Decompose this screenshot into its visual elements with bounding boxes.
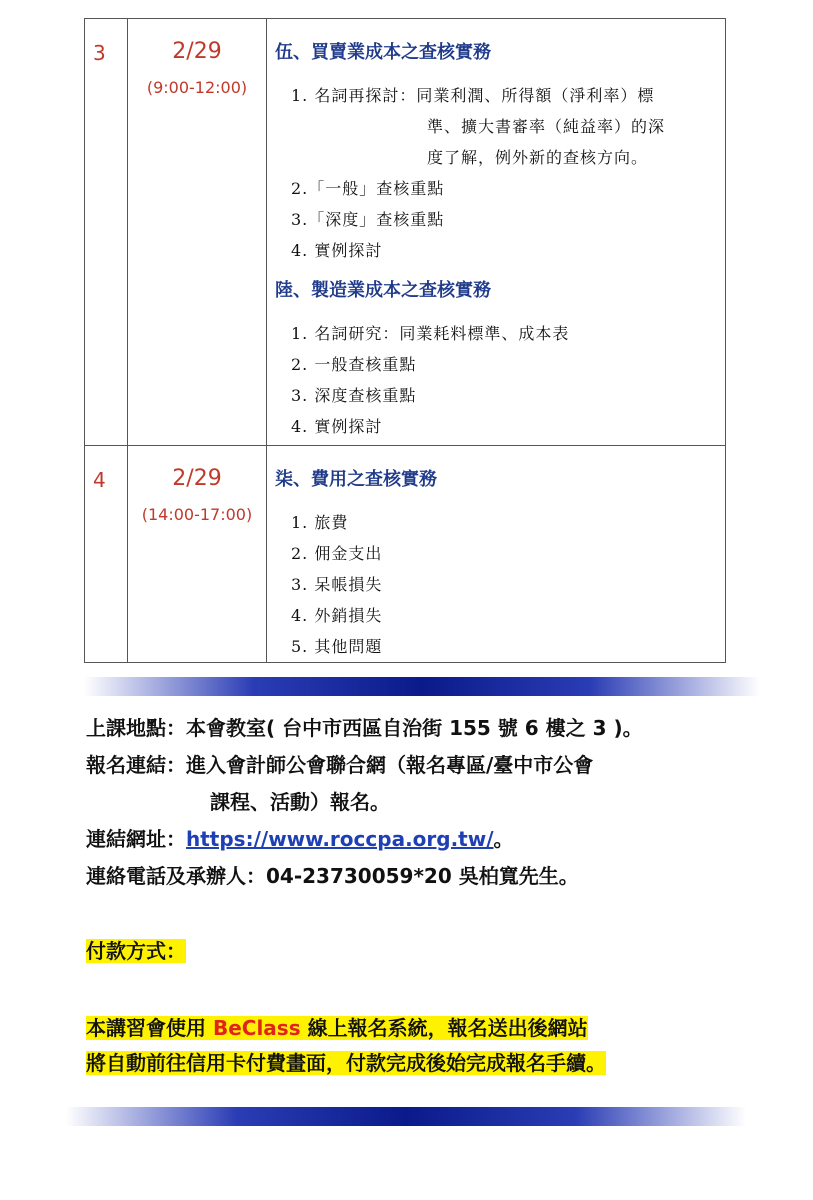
section-title: 陸、製造業成本之查核實務 xyxy=(275,280,491,301)
contact-line: 連絡電話及承辦人：04-23730059*20 吳柏寬先生。 xyxy=(86,864,579,888)
session-time: (9:00-12:00) xyxy=(146,78,248,97)
url-line xyxy=(86,823,514,852)
registration-line-1: 報名連結：進入會計師公會聯合網（報名專區/臺中市公會 xyxy=(86,753,594,777)
payment-text-b: 線上報名系統，報名送出後網站 xyxy=(300,1016,588,1040)
registration-line-2: 課程、活動）報名。 xyxy=(210,790,390,814)
list-item: 4. 外銷損失 xyxy=(291,606,383,625)
payment-heading-text: 付款方式： xyxy=(86,939,186,963)
list-item: 5. 其他問題 xyxy=(291,637,383,656)
session-number: 3 xyxy=(93,41,106,65)
session-date: 2/29 xyxy=(172,466,222,491)
section-title: 柒、費用之查核實務 xyxy=(275,469,437,490)
list-item: 2.「一般」查核重點 xyxy=(291,179,445,198)
payment-text-line2: 將自動前往信用卡付費畫面，付款完成後始完成報名手續。 xyxy=(86,1051,606,1075)
list-item: 1. 名詞研究：同業耗料標準、成本表 xyxy=(291,324,570,343)
session-number: 4 xyxy=(93,468,106,492)
list-item: 4. 實例探討 xyxy=(291,417,383,436)
list-item: 1. 旅費 xyxy=(291,513,349,532)
table-row xyxy=(85,19,726,446)
session-date-cell xyxy=(128,446,267,663)
session-number-cell xyxy=(85,19,128,446)
url-label: 連結網址： xyxy=(86,827,186,851)
website-link[interactable]: https://www.roccpa.org.tw/ xyxy=(186,827,494,851)
section-title: 伍、買賣業成本之查核實務 xyxy=(275,42,491,63)
payment-heading xyxy=(86,935,186,964)
divider-band-bottom xyxy=(66,1107,746,1126)
list-item: 3. 呆帳損失 xyxy=(291,575,383,594)
list-item: 3. 深度查核重點 xyxy=(291,386,417,405)
beclass-brand: BeClass xyxy=(212,1016,301,1040)
session-content xyxy=(267,19,726,446)
list-item: 度了解，例外新的查核方向。 xyxy=(427,148,649,167)
url-suffix: 。 xyxy=(493,827,514,851)
session-date-cell xyxy=(128,19,267,446)
list-item: 1. 名詞再探討：同業利潤、所得額（淨利率）標 xyxy=(291,86,655,105)
list-item: 2. 一般查核重點 xyxy=(291,355,417,374)
session-date: 2/29 xyxy=(172,39,222,64)
list-item: 2. 佣金支出 xyxy=(291,544,383,563)
session-content xyxy=(267,446,726,663)
list-item: 3.「深度」查核重點 xyxy=(291,210,445,229)
payment-line-2 xyxy=(86,1047,606,1076)
divider-band-top xyxy=(84,677,760,696)
list-item: 4. 實例探討 xyxy=(291,241,383,260)
session-number-cell xyxy=(85,446,128,663)
table-row xyxy=(85,446,726,663)
location-line: 上課地點：本會教室( 台中市西區自治街 155 號 6 樓之 3 )。 xyxy=(86,716,643,740)
list-item: 準、擴大書審率（純益率）的深 xyxy=(427,117,666,136)
payment-text-a: 本講習會使用 xyxy=(86,1016,213,1040)
session-time: (14:00-17:00) xyxy=(141,505,253,524)
payment-line-1 xyxy=(86,1012,588,1041)
schedule-table xyxy=(84,18,726,663)
